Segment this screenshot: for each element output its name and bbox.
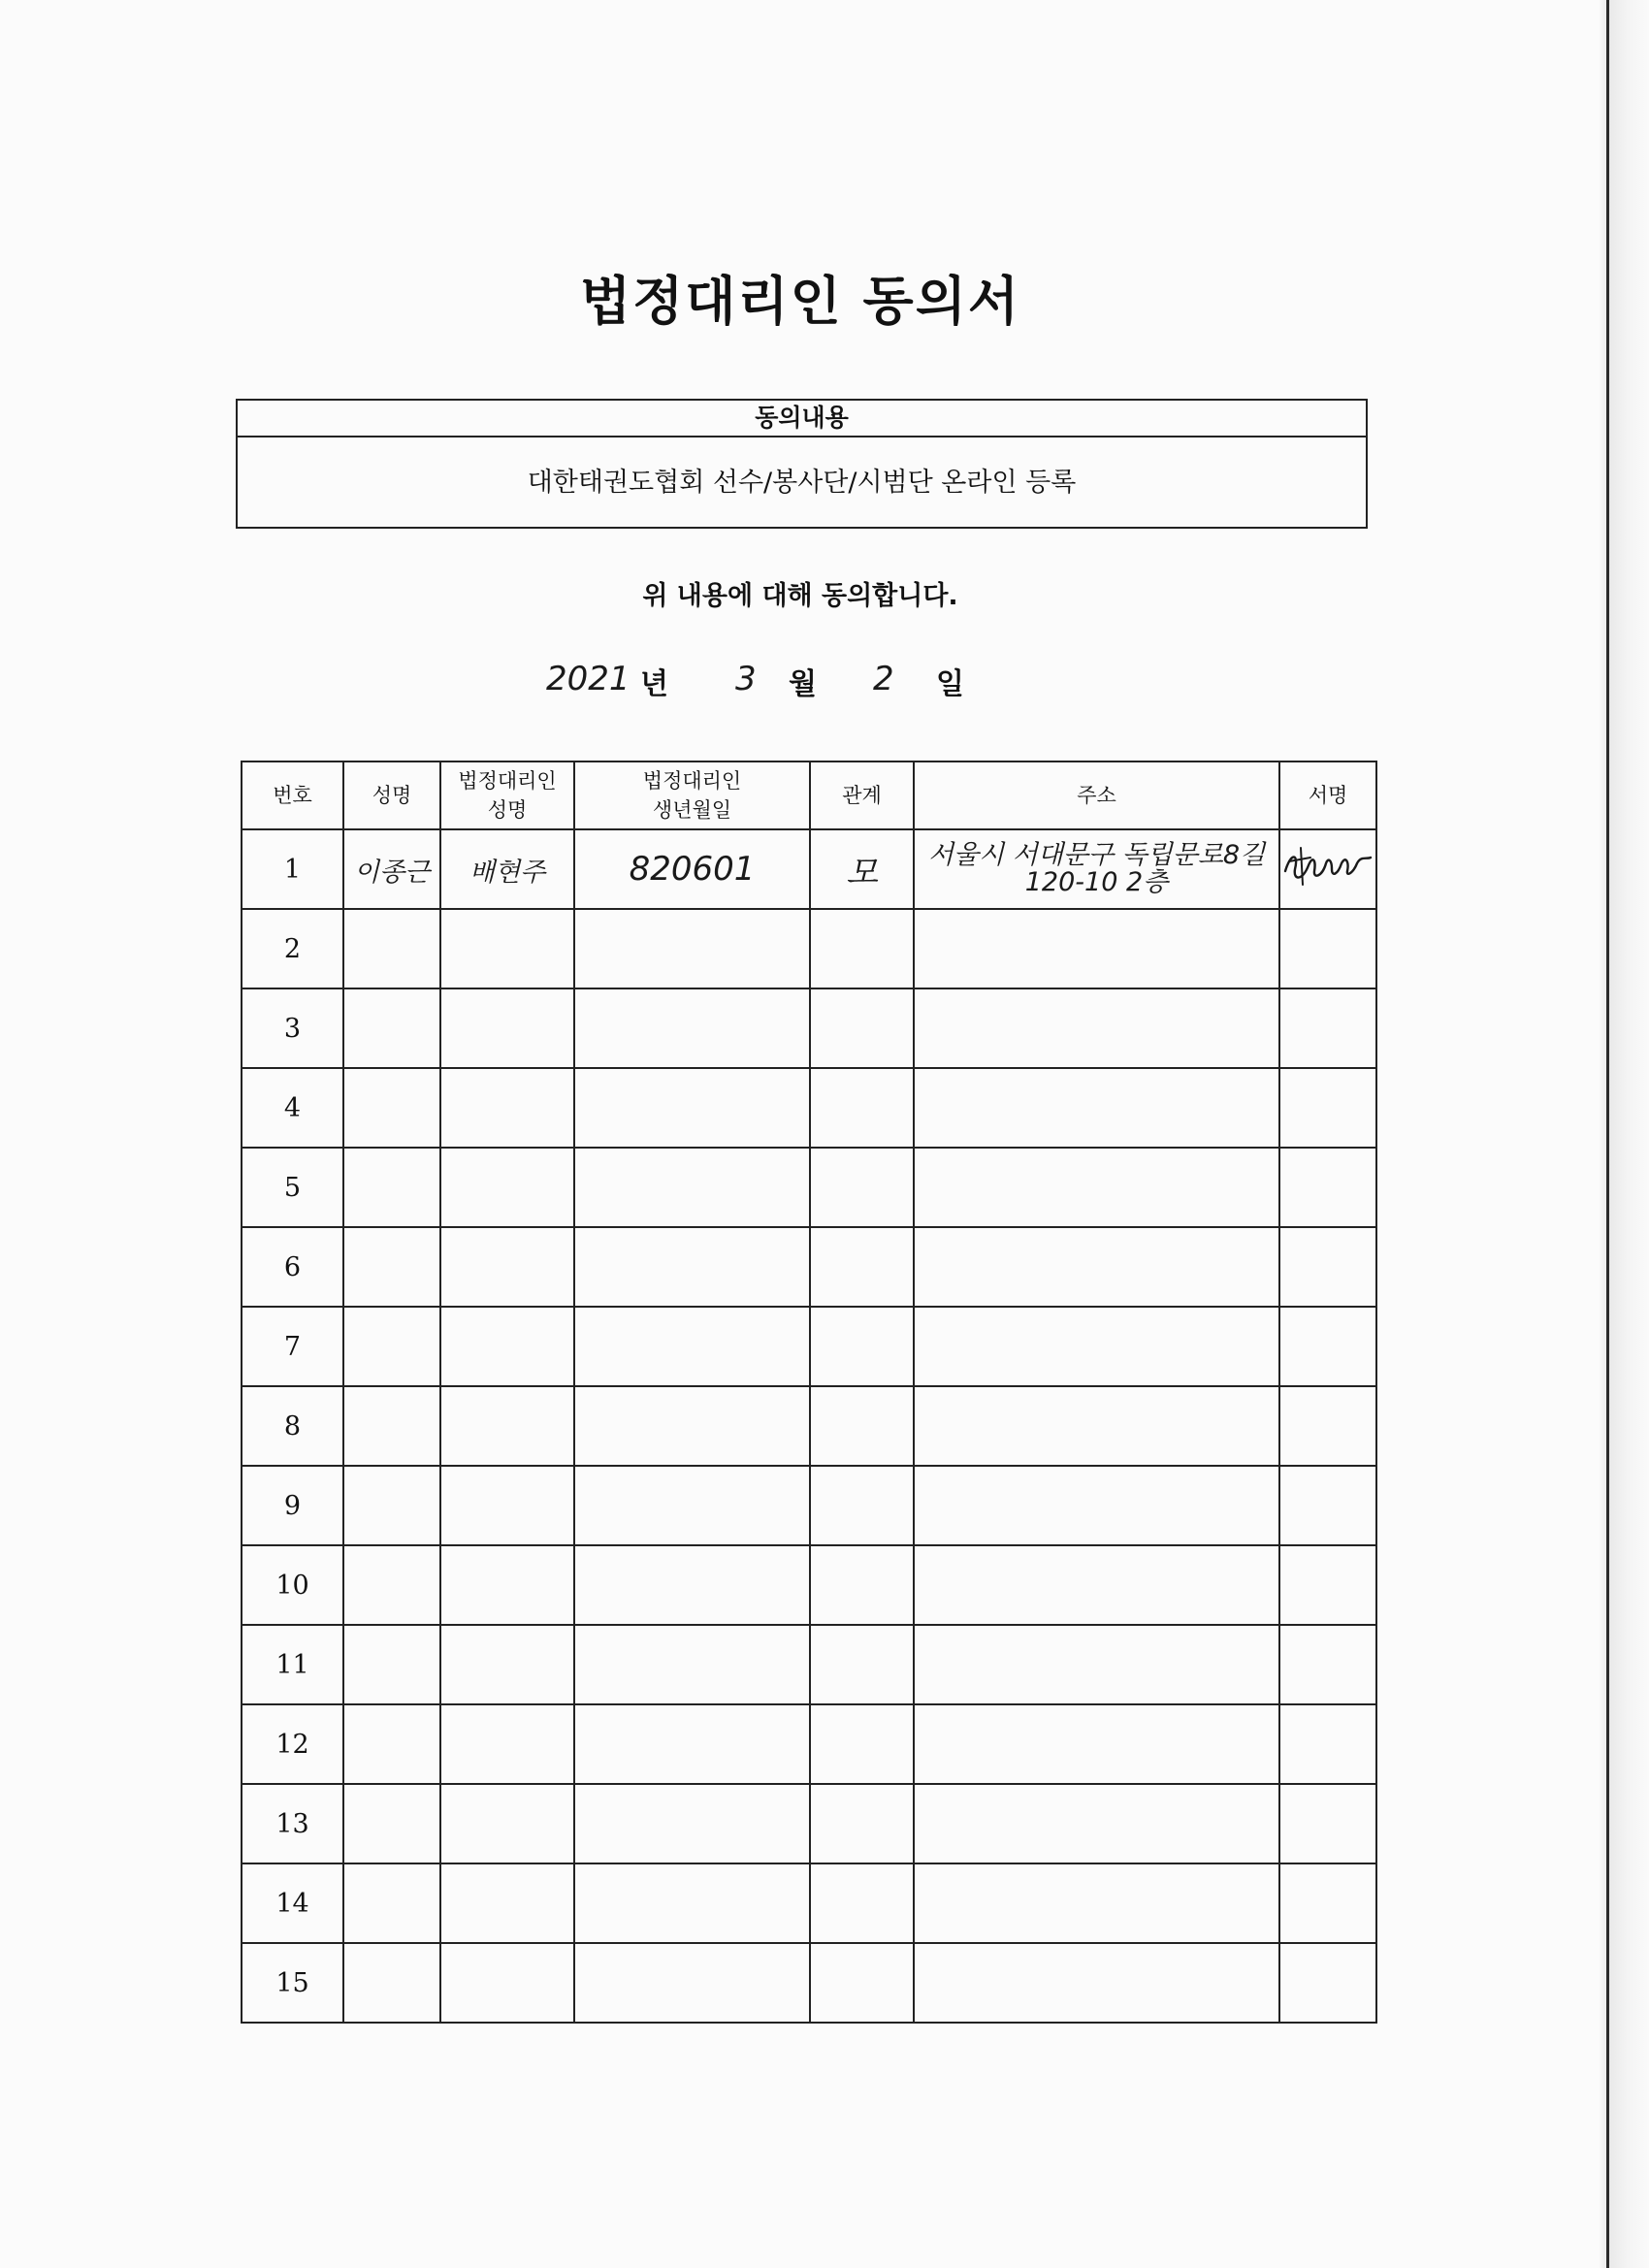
- row-relation: [810, 1227, 914, 1307]
- row-no: 7: [242, 1307, 343, 1386]
- row-no: 8: [242, 1386, 343, 1466]
- row-signature: [1279, 1545, 1376, 1625]
- row-guardian-name: [440, 1148, 574, 1227]
- row-no: 12: [242, 1704, 343, 1784]
- table-row: [242, 1545, 1376, 1625]
- table-row: [242, 1466, 1376, 1545]
- row-relation: [810, 1148, 914, 1227]
- date-month: 3: [735, 660, 757, 698]
- row-address: [914, 1943, 1279, 2023]
- guardian-table: [241, 761, 1377, 2024]
- row-guardian-name: [440, 1545, 574, 1625]
- row-no: 1: [242, 829, 343, 909]
- row-signature: [1279, 1386, 1376, 1466]
- row-relation: [810, 1307, 914, 1386]
- row-guardian-birth: [574, 1148, 810, 1227]
- row-relation: [810, 1545, 914, 1625]
- date-day-unit: 일: [936, 667, 964, 701]
- row-no: 14: [242, 1863, 343, 1943]
- table-row: [242, 829, 1376, 909]
- header-guardian-birth-line1: 법정대리인: [642, 769, 742, 793]
- row-address: [914, 1704, 1279, 1784]
- table-row: [242, 1227, 1376, 1307]
- row-relation: 모: [810, 829, 914, 909]
- header-guardian-name: [440, 761, 574, 829]
- consent-box-header: 동의내용: [238, 401, 1366, 437]
- row-guardian-name: [440, 1784, 574, 1863]
- row-signature: [1279, 1625, 1376, 1704]
- row-relation: [810, 1625, 914, 1704]
- header-guardian-name-line2: 성명: [487, 798, 528, 822]
- row-signature: [1279, 1784, 1376, 1863]
- row-signature: [1279, 1148, 1376, 1227]
- row-guardian-name: [440, 988, 574, 1068]
- row-relation: [810, 1863, 914, 1943]
- row-relation: [810, 1466, 914, 1545]
- header-relation: 관계: [810, 761, 914, 829]
- row-address: [914, 1784, 1279, 1863]
- row-signature: [1279, 1863, 1376, 1943]
- row-no: 15: [242, 1943, 343, 2023]
- row-guardian-birth: [574, 1466, 810, 1545]
- row-name: [343, 1704, 440, 1784]
- row-relation: [810, 1386, 914, 1466]
- row-guardian-birth: [574, 1863, 810, 1943]
- header-guardian-birth-line2: 생년월일: [652, 798, 732, 822]
- row-relation: [810, 909, 914, 988]
- table-row: [242, 1386, 1376, 1466]
- row-name: [343, 1943, 440, 2023]
- row-signature: [1279, 1466, 1376, 1545]
- date-year-unit: 년: [640, 667, 668, 701]
- row-name: [343, 1307, 440, 1386]
- scan-edge: [1599, 0, 1649, 2268]
- header-address: 주소: [914, 761, 1279, 829]
- row-signature: [1279, 829, 1376, 909]
- consent-box-content: 대한태권도협회 선수/봉사단/시범단 온라인 등록: [527, 468, 1077, 498]
- row-guardian-name: [440, 1466, 574, 1545]
- row-relation: [810, 988, 914, 1068]
- row-address: [914, 1307, 1279, 1386]
- header-name: 성명: [343, 761, 440, 829]
- row-name: 이종근: [343, 829, 440, 909]
- row-guardian-birth: [574, 1784, 810, 1863]
- row-no: 13: [242, 1784, 343, 1863]
- date-year: 2021: [546, 660, 630, 698]
- row-guardian-birth: [574, 1307, 810, 1386]
- row-no: 2: [242, 909, 343, 988]
- header-guardian-name-line1: 법정대리인: [458, 769, 557, 793]
- row-guardian-birth: [574, 1068, 810, 1148]
- row-no: 10: [242, 1545, 343, 1625]
- row-address: [914, 909, 1279, 988]
- row-guardian-name: 배현주: [440, 829, 574, 909]
- header-guardian-birth: [574, 761, 810, 829]
- row-no: 4: [242, 1068, 343, 1148]
- row-signature: [1279, 988, 1376, 1068]
- row-address: [914, 1545, 1279, 1625]
- table-row: [242, 1784, 1376, 1863]
- row-signature: [1279, 909, 1376, 988]
- row-address: [914, 1227, 1279, 1307]
- row-signature: [1279, 1307, 1376, 1386]
- row-name: [343, 1386, 440, 1466]
- row-no: 5: [242, 1148, 343, 1227]
- row-address: [914, 1863, 1279, 1943]
- agreement-text: 위 내용에 대해 동의합니다.: [642, 581, 958, 611]
- row-address: [914, 829, 1279, 909]
- row-guardian-birth: [574, 988, 810, 1068]
- row-relation: [810, 1943, 914, 2023]
- header-signature: 서명: [1279, 761, 1376, 829]
- row-address: [914, 1466, 1279, 1545]
- row-address: [914, 988, 1279, 1068]
- row-no: 9: [242, 1466, 343, 1545]
- row-name: [343, 1068, 440, 1148]
- row-guardian-name: [440, 1943, 574, 2023]
- table-row: [242, 1704, 1376, 1784]
- row-name: [343, 1784, 440, 1863]
- row-guardian-birth: 820601: [574, 829, 810, 909]
- row-guardian-name: [440, 1307, 574, 1386]
- row-signature: [1279, 1704, 1376, 1784]
- row-name: [343, 1545, 440, 1625]
- row-address-line2: 120-10 2층: [1024, 867, 1169, 897]
- row-relation: [810, 1784, 914, 1863]
- row-no: 11: [242, 1625, 343, 1704]
- row-guardian-birth: [574, 1227, 810, 1307]
- row-guardian-name: [440, 1625, 574, 1704]
- table-row: [242, 1863, 1376, 1943]
- header-no: 번호: [242, 761, 343, 829]
- row-guardian-birth: [574, 1625, 810, 1704]
- row-name: [343, 909, 440, 988]
- row-address: [914, 1386, 1279, 1466]
- table-row: [242, 1943, 1376, 2023]
- row-guardian-birth: [574, 909, 810, 988]
- table-header-row: [242, 761, 1376, 829]
- table-row: [242, 909, 1376, 988]
- row-no: 6: [242, 1227, 343, 1307]
- table-row: [242, 1625, 1376, 1704]
- row-guardian-name: [440, 1227, 574, 1307]
- date-day: 2: [873, 660, 894, 698]
- row-signature: [1279, 1068, 1376, 1148]
- row-guardian-birth: [574, 1545, 810, 1625]
- row-address: [914, 1625, 1279, 1704]
- date-month-unit: 월: [789, 667, 817, 701]
- row-name: [343, 1466, 440, 1545]
- row-name: [343, 1148, 440, 1227]
- document-title: 법정대리인 동의서: [579, 271, 1021, 332]
- table-row: [242, 988, 1376, 1068]
- row-guardian-name: [440, 1386, 574, 1466]
- row-signature: [1279, 1227, 1376, 1307]
- consent-box: [236, 399, 1368, 529]
- row-guardian-birth: [574, 1704, 810, 1784]
- row-signature: [1279, 1943, 1376, 2023]
- row-relation: [810, 1704, 914, 1784]
- row-address: [914, 1068, 1279, 1148]
- row-name: [343, 1863, 440, 1943]
- row-guardian-birth: [574, 1386, 810, 1466]
- handwritten-signature-icon: [1281, 842, 1374, 891]
- row-no: 3: [242, 988, 343, 1068]
- row-name: [343, 1625, 440, 1704]
- row-guardian-name: [440, 909, 574, 988]
- row-guardian-name: [440, 1068, 574, 1148]
- table-row: [242, 1068, 1376, 1148]
- table-row: [242, 1148, 1376, 1227]
- table-row: [242, 1307, 1376, 1386]
- row-address: [914, 1148, 1279, 1227]
- row-name: [343, 1227, 440, 1307]
- row-address-line1: 서울시 서대문구 독립문로8길: [927, 840, 1266, 870]
- row-name: [343, 988, 440, 1068]
- row-guardian-name: [440, 1704, 574, 1784]
- row-guardian-birth: [574, 1943, 810, 2023]
- row-relation: [810, 1068, 914, 1148]
- row-guardian-name: [440, 1863, 574, 1943]
